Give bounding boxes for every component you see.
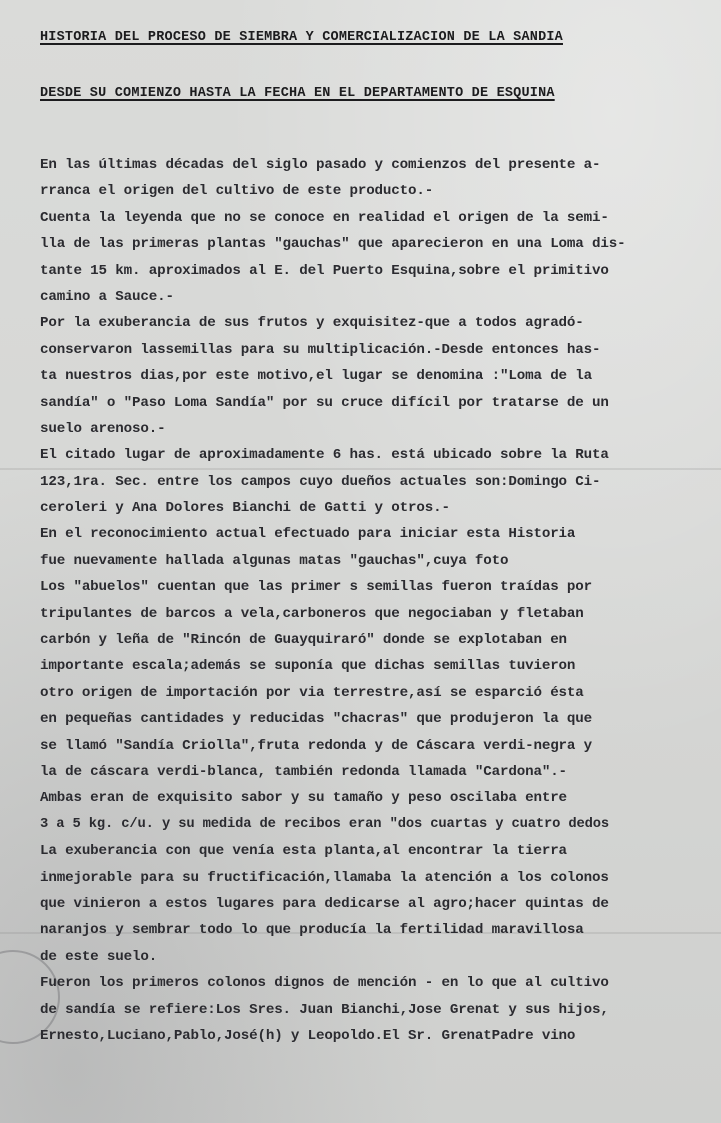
- text-line: Cuenta la leyenda que no se conoce en realidad el origen de la semi-: [40, 209, 609, 226]
- text-line: Fueron los primeros colonos dignos de mención - en lo que al cultivo: [40, 975, 609, 992]
- text-line: suelo arenoso.-: [40, 420, 166, 437]
- text-line: otro origen de importación por via terrestre,así se esparció ésta: [40, 684, 584, 701]
- text-line: Por la exuberancia de sus frutos y exquisitez-que a todos agradó-: [40, 315, 584, 332]
- text-line: lla de las primeras plantas "gauchas" que aparecieron en una Loma dis-: [40, 236, 626, 253]
- text-line: ta nuestros dias,por este motivo,el lugar se denomina :"Loma de la: [40, 368, 593, 385]
- text-line: se llamó "Sandía Criolla",fruta redonda y de Cáscara verdi-negra y: [40, 737, 593, 754]
- text-line: 3 a 5 kg. c/u. y su medida de recibos eran "dos cuartas y cuatro dedos: [40, 816, 610, 832]
- text-line: de sandía se refiere:Los Sres. Juan Bianchi,Jose Grenat y sus hijos,: [40, 1001, 609, 1018]
- text-line: 123,1ra. Sec. entre los campos cuyo dueños actuales son:Domingo Ci-: [40, 473, 601, 490]
- text-line: fue nuevamente hallada algunas matas "gauchas",cuya foto: [40, 552, 509, 569]
- text-line: Ernesto,Luciano,Pablo,José(h) y Leopoldo.El Sr. GrenatPadre vino: [40, 1027, 576, 1044]
- text-line: En las últimas décadas del siglo pasado y comienzos del presente a-: [40, 157, 601, 173]
- document-body: [40, 152, 720, 1049]
- text-line: Ambas eran de exquisito sabor y su tamaño y peso oscilaba entre: [40, 790, 567, 807]
- text-line: carbón y leña de "Rincón de Guayquiraró" donde se explotaban en: [40, 632, 567, 649]
- text-line: rranca el origen del cultivo de este producto.-: [40, 183, 434, 200]
- document-title-line-2: DESDE SU COMIENZO HASTA LA FECHA EN EL DEPARTAMENTO DE ESQUINA: [40, 86, 555, 101]
- text-line: ceroleri y Ana Dolores Bianchi de Gatti y otros.-: [40, 500, 450, 517]
- text-line: tante 15 km. aproximados al E. del Puerto Esquina,sobre el primitivo: [40, 262, 609, 279]
- text-line: tripulantes de barcos a vela,carboneros que negociaban y fletaban: [40, 605, 584, 622]
- text-line: sandía" o "Paso Loma Sandía" por su cruce difícil por tratarse de un: [40, 394, 609, 411]
- text-line: El citado lugar de aproximadamente 6 has. está ubicado sobre la Ruta: [40, 447, 609, 464]
- text-line: camino a Sauce.-: [40, 288, 174, 305]
- document-title-line-1: HISTORIA DEL PROCESO DE SIEMBRA Y COMERCIALIZACION DE LA SANDIA: [40, 30, 563, 45]
- text-line: conservaron lassemillas para su multiplicación.-Desde entonces has-: [40, 341, 601, 358]
- text-line: en pequeñas cantidades y reducidas "chacras" que produjeron la que: [40, 711, 593, 728]
- text-line: En el reconocimiento actual efectuado para iniciar esta Historia: [40, 526, 576, 543]
- text-line: la de cáscara verdi-blanca, también redonda llamada "Cardona".-: [40, 763, 567, 780]
- text-line: importante escala;además se suponía que dichas semillas tuvieron: [40, 658, 576, 675]
- text-line: naranjos y sembrar todo lo que producía la fertilidad maravillosa: [40, 922, 584, 939]
- text-line: inmejorable para su fructificación,llamaba la atención a los colonos: [40, 869, 609, 886]
- text-line: Los "abuelos" cuentan que las primer s semillas fueron traídas por: [40, 579, 593, 596]
- text-line: de este suelo.: [40, 948, 158, 965]
- text-line: que vinieron a estos lugares para dedicarse al agro;hacer quintas de: [40, 895, 609, 912]
- text-line: La exuberancia con que venía esta planta,al encontrar la tierra: [40, 843, 567, 860]
